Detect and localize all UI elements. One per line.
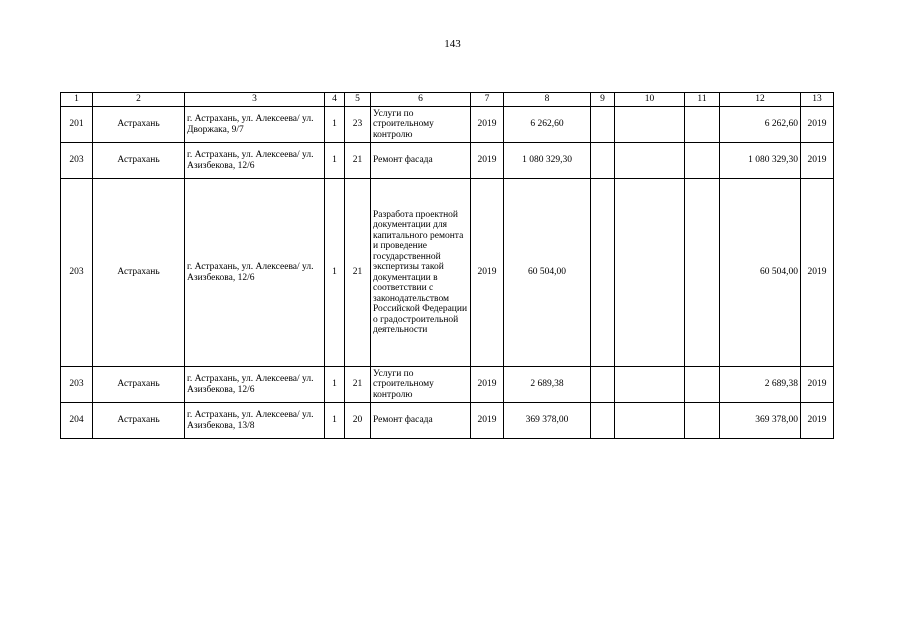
header-cell: 10 [615,93,685,107]
cell-col4: 1 [325,179,345,367]
table-row [61,107,834,143]
cell-col11 [685,143,720,179]
page-number: 143 [444,38,461,50]
cell-number: 203 [61,367,93,403]
cell-number: 203 [61,143,93,179]
cell-city: Астрахань [93,367,185,403]
cell-col10 [615,403,685,439]
cell-col11 [685,403,720,439]
cell-year: 2019 [471,367,504,403]
header-cell: 7 [471,93,504,107]
cell-year: 2019 [471,107,504,143]
cell-col4: 1 [325,367,345,403]
cell-col4: 1 [325,403,345,439]
table-row [61,367,834,403]
cell-number: 204 [61,403,93,439]
cell-work-type: Услуги по строительному контролю [371,367,471,403]
cell-city: Астрахань [93,179,185,367]
table-row [61,179,834,367]
cell-cost: 1 080 329,30 [504,143,591,179]
header-cell: 5 [345,93,371,107]
cell-city: Астрахань [93,143,185,179]
cell-city: Астрахань [93,403,185,439]
cell-cost: 2 689,38 [504,367,591,403]
cell-address: г. Астрахань, ул. Алексеева/ ул. Азизбекова, 13/8 [185,403,325,439]
header-cell: 1 [61,93,93,107]
cell-end-year: 2019 [801,403,834,439]
cell-year: 2019 [471,143,504,179]
cell-col5: 23 [345,107,371,143]
header-cell: 3 [185,93,325,107]
cell-col5: 21 [345,143,371,179]
cell-col5: 21 [345,367,371,403]
cell-city: Астрахань [93,107,185,143]
cell-address: г. Астрахань, ул. Алексеева/ ул. Азизбекова, 12/6 [185,367,325,403]
cell-address: г. Астрахань, ул. Алексеева/ ул. Дворжака, 9/7 [185,107,325,143]
header-cell: 8 [504,93,591,107]
cell-col9 [591,143,615,179]
register-table [60,92,834,439]
cell-col11 [685,107,720,143]
header-cell: 12 [720,93,801,107]
header-cell: 6 [371,93,471,107]
cell-col4: 1 [325,143,345,179]
cell-cost: 6 262,60 [504,107,591,143]
cell-col9 [591,367,615,403]
cell-end-year: 2019 [801,143,834,179]
cell-col10 [615,143,685,179]
cell-col10 [615,179,685,367]
cell-end-year: 2019 [801,179,834,367]
cell-work-type: Услуги по строительному контролю [371,107,471,143]
header-cell: 4 [325,93,345,107]
cell-address: г. Астрахань, ул. Алексеева/ ул. Азизбекова, 12/6 [185,179,325,367]
cell-col11 [685,367,720,403]
header-row [61,93,834,107]
cell-end-year: 2019 [801,107,834,143]
header-cell: 9 [591,93,615,107]
cell-work-type: Ремонт фасада [371,143,471,179]
cell-col4: 1 [325,107,345,143]
header-cell: 2 [93,93,185,107]
header-cell: 11 [685,93,720,107]
cell-col9 [591,179,615,367]
cell-total: 6 262,60 [720,107,801,143]
table-row [61,403,834,439]
cell-work-type: Ремонт фасада [371,403,471,439]
cell-year: 2019 [471,179,504,367]
cell-total: 369 378,00 [720,403,801,439]
cell-col5: 20 [345,403,371,439]
cell-col9 [591,107,615,143]
header-cell: 13 [801,93,834,107]
cell-total: 2 689,38 [720,367,801,403]
cell-cost: 369 378,00 [504,403,591,439]
cell-number: 203 [61,179,93,367]
cell-cost: 60 504,00 [504,179,591,367]
cell-col10 [615,367,685,403]
cell-col11 [685,179,720,367]
cell-address: г. Астрахань, ул. Алексеева/ ул. Азизбекова, 12/6 [185,143,325,179]
cell-number: 201 [61,107,93,143]
cell-col10 [615,107,685,143]
cell-end-year: 2019 [801,367,834,403]
cell-total: 1 080 329,30 [720,143,801,179]
table-row [61,143,834,179]
cell-col9 [591,403,615,439]
cell-work-type: Разработа проектной документации для капитального ремонта и проведение государственной экспертизы такой документации в соответствии с законодательством Российской Федерации о градостроительной деятельности [371,179,471,367]
cell-year: 2019 [471,403,504,439]
cell-total: 60 504,00 [720,179,801,367]
cell-col5: 21 [345,179,371,367]
